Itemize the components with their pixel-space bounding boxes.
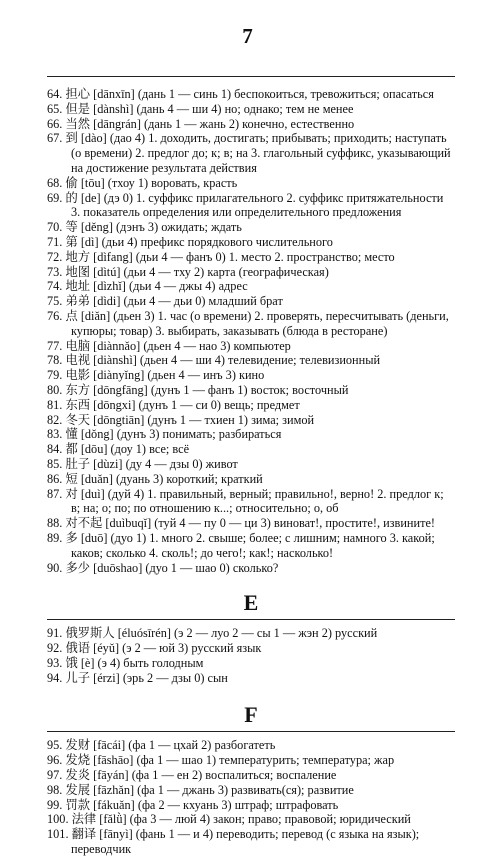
entry-headword: 78. 电视 [diànshì]: [47, 353, 140, 368]
dictionary-entry: [47, 656, 455, 671]
entry-headword: 96. 发烧 [fāshāo]: [47, 753, 137, 768]
section-rule: [47, 619, 455, 620]
entry-definition: (дань 1 — синь 1) беспокоиться, тревожиться; опасаться: [137, 87, 434, 101]
dictionary-entry: [47, 339, 455, 354]
entry-headword: 69. 的 [de]: [47, 190, 104, 205]
entry-definition: (дьен 3) 1. час (о времени) 2. проверять, пересчитывать (деньги, купюры; товар) 3. выбирать, заказывать (блюда в ресторане): [71, 308, 449, 338]
entry-headword: 76. 点 [diǎn]: [47, 308, 114, 323]
dictionary-entry: [47, 531, 455, 561]
entry-definition: (дунъ 1 — си 0) вещь; предмет: [138, 397, 300, 412]
entry-definition: (фа 3 — люй 4) закон; право; правовой; юридический: [129, 812, 411, 827]
entry-definition: (дань 4 — ши 4) но; однако; тем не менее: [136, 101, 354, 116]
section-letter-heading: E: [243, 590, 259, 616]
entry-headword: 74. 地址 [dìzhǐ]: [47, 279, 129, 294]
entry-headword: 97. 发炎 [fāyán]: [47, 768, 132, 783]
header-rule: [47, 76, 455, 77]
entry-headword: 81. 东西 [dōngxi]: [47, 397, 139, 412]
entry-list: [47, 626, 455, 685]
dictionary-entry: [47, 87, 455, 102]
entry-headword: 82. 冬天 [dōngtiān]: [47, 412, 148, 427]
entry-list: [47, 87, 455, 575]
entry-definition: (фань 1 — и 4) переводить; перевод (с языка на язык); переводчик: [71, 827, 420, 857]
entry-headword: 73. 地图 [dìtú]: [47, 264, 124, 279]
entry-headword: 67. 到 [dào]: [47, 131, 110, 146]
dictionary-entry: [47, 250, 455, 265]
entry-headword: 93. 饿 [è]: [47, 655, 98, 670]
entry-headword: 68. 偷 [tōu]: [47, 175, 108, 190]
entry-definition: (э 4) быть голодным: [97, 655, 204, 670]
entry-definition: (дуань 3) короткий; краткий: [115, 471, 263, 486]
dictionary-entry: [47, 768, 455, 783]
entry-definition: (дэ 0) 1. суффикс прилагательного 2. суффикс притяжательности 3. показатель определения или определительного предложения: [71, 190, 444, 220]
entry-definition: (дунъ 3) понимать; разбираться: [116, 427, 282, 442]
section-e: [47, 591, 455, 685]
dictionary-entry: [47, 102, 455, 117]
dictionary-entry: [47, 487, 455, 517]
entry-headword: 92. 俄语 [éyǔ]: [47, 641, 123, 656]
entry-headword: 85. 肚子 [dùzi]: [47, 456, 126, 471]
entry-headword: 80. 东方 [dōngfāng]: [47, 382, 151, 397]
entry-definition: (дуо 1) 1. много 2. свыше; более; с лишним; намного 3. какой; каков; сколько 4. сколь!; до чего!; как!; насколько!: [71, 530, 435, 560]
dictionary-entry: [47, 309, 455, 339]
entry-headword: 83. 懂 [dǒng]: [47, 427, 117, 442]
dictionary-entry: [47, 191, 455, 221]
entry-headword: 99. 罚款 [fákuǎn]: [47, 797, 138, 812]
dictionary-entry: [47, 117, 455, 132]
section-d: [47, 87, 455, 575]
dictionary-entry: [47, 827, 455, 857]
entry-headword: 84. 都 [dōu]: [47, 442, 111, 457]
dictionary-entry: [47, 265, 455, 280]
entry-list: [47, 738, 455, 856]
dictionary-entry: [47, 353, 455, 368]
entry-definition: (дунъ 1 — тхиен 1) зима; зимой: [147, 412, 315, 427]
dictionary-entry: [47, 427, 455, 442]
entry-definition: (дуо 1 — шао 0) сколько?: [145, 560, 279, 575]
entry-headword: 86. 短 [duǎn]: [47, 471, 116, 486]
dictionary-entry: [47, 442, 455, 457]
entry-headword: 75. 弟弟 [dìdi]: [47, 294, 124, 309]
entry-definition: (фа 1 — шао 1) температурить; температура; жар: [136, 753, 395, 768]
dictionary-content: [47, 87, 455, 857]
entry-headword: 77. 电脑 [diànnǎo]: [47, 338, 144, 353]
entry-headword: 98. 发展 [fāzhǎn]: [47, 782, 138, 797]
dictionary-entry: [47, 368, 455, 383]
entry-definition: (дьен 4 — ши 4) телевидение; телевизионный: [139, 353, 381, 368]
entry-headword: 71. 第 [dì]: [47, 234, 102, 249]
dictionary-entry: [47, 753, 455, 768]
dictionary-entry: [47, 131, 455, 175]
dictionary-entry: [47, 641, 455, 656]
entry-definition: (дьи 4 — дьи 0) младший брат: [123, 294, 283, 309]
entry-definition: (э 2 — юй 3) русский язык: [122, 641, 262, 656]
entry-definition: (дьен 4 — нао 3) компьютер: [143, 338, 291, 353]
entry-definition: (доу 1) все; всё: [110, 442, 190, 457]
dictionary-entry: [47, 516, 455, 531]
dictionary-entry: [47, 383, 455, 398]
dictionary-entry: [47, 783, 455, 798]
entry-definition: (дао 4) 1. доходить, достигать; прибывать; приходить; наступать (о времени) 2. предлог до; к; в; на 3. глагольный суффикс, указывающий на достижение результата действия: [71, 131, 451, 175]
section-rule: [47, 731, 455, 732]
dictionary-entry: [47, 398, 455, 413]
entry-headword: 100. 法律 [fǎlǜ]: [47, 812, 130, 827]
dictionary-entry: [47, 812, 455, 827]
entry-definition: (дэнъ 3) ожидать; ждать: [115, 220, 242, 235]
entry-definition: (туй 4 — пу 0 — ци 3) виноват!, простите!, извините!: [154, 516, 436, 531]
page-number: 7: [242, 24, 253, 48]
entry-definition: (тхоу 1) воровать, красть: [107, 175, 238, 190]
entry-headword: 66. 当然 [dāngrán]: [47, 116, 144, 131]
entry-definition: (дьи 4) префикс порядкового числительного: [101, 234, 333, 249]
entry-definition: (фа 2 — кхуань 3) штраф; штрафовать: [137, 797, 339, 812]
dictionary-entry: [47, 176, 455, 191]
entry-definition: (дьи 4 — джы 4) адрес: [128, 279, 248, 294]
entry-definition: (э 2 — луо 2 — сы 1 — жэн 2) русский: [174, 626, 378, 641]
dictionary-entry: [47, 738, 455, 753]
entry-definition: (фа 1 — цхай 2) разбогатеть: [128, 738, 276, 753]
entry-headword: 90. 多少 [duōshao]: [47, 560, 146, 575]
entry-definition: (дунъ 1 — фанъ 1) восток; восточный: [150, 382, 349, 397]
entry-definition: (дьен 4 — инъ 3) кино: [147, 368, 265, 383]
dictionary-entry: [47, 457, 455, 472]
entry-definition: (дьи 4 — тху 2) карта (географическая): [123, 264, 329, 279]
entry-headword: 89. 多 [duō]: [47, 530, 111, 545]
section-f: [47, 703, 455, 856]
entry-headword: 64. 担心 [dānxīn]: [47, 87, 138, 101]
section-letter-heading: F: [244, 702, 258, 728]
entry-headword: 65. 但是 [dànshì]: [47, 101, 137, 116]
dictionary-entry: [47, 671, 455, 686]
entry-headword: 70. 等 [děng]: [47, 220, 116, 235]
entry-definition: (фа 1 — ен 2) воспалиться; воспаление: [131, 768, 337, 783]
entry-headword: 101. 翻译 [fānyì]: [47, 827, 136, 842]
entry-definition: (дуй 4) 1. правильный, верный; правильно!, верно! 2. предлог к; в; на; о; по; по отношению к...; относительно; о, об: [71, 486, 444, 516]
dictionary-entry: [47, 626, 455, 641]
entry-headword: 94. 儿子 [érzi]: [47, 670, 123, 685]
entry-headword: 87. 对 [duì]: [47, 486, 108, 501]
entry-headword: 72. 地方 [dìfang]: [47, 249, 136, 264]
entry-headword: 88. 对不起 [duìbuqǐ]: [47, 516, 155, 531]
dictionary-entry: [47, 561, 455, 576]
entry-headword: 79. 电影 [diànyǐng]: [47, 368, 148, 383]
entry-definition: (ду 4 — дзы 0) живот: [125, 456, 238, 471]
entry-headword: 95. 发财 [fācái]: [47, 738, 129, 753]
entry-headword: 91. 俄罗斯人 [éluósīrén]: [47, 626, 175, 641]
dictionary-entry: [47, 235, 455, 250]
dictionary-entry: [47, 413, 455, 428]
dictionary-entry: [47, 472, 455, 487]
entry-definition: (дьи 4 — фанъ 0) 1. место 2. пространство; место: [135, 249, 395, 264]
entry-definition: (фа 1 — джань 3) развивать(ся); развитие: [137, 782, 354, 797]
dictionary-entry: [47, 279, 455, 294]
dictionary-entry: [47, 220, 455, 235]
entry-definition: (эрь 2 — дзы 0) сын: [122, 670, 228, 685]
dictionary-entry: [47, 294, 455, 309]
entry-definition: (дань 1 — жань 2) конечно, естественно: [143, 116, 355, 131]
